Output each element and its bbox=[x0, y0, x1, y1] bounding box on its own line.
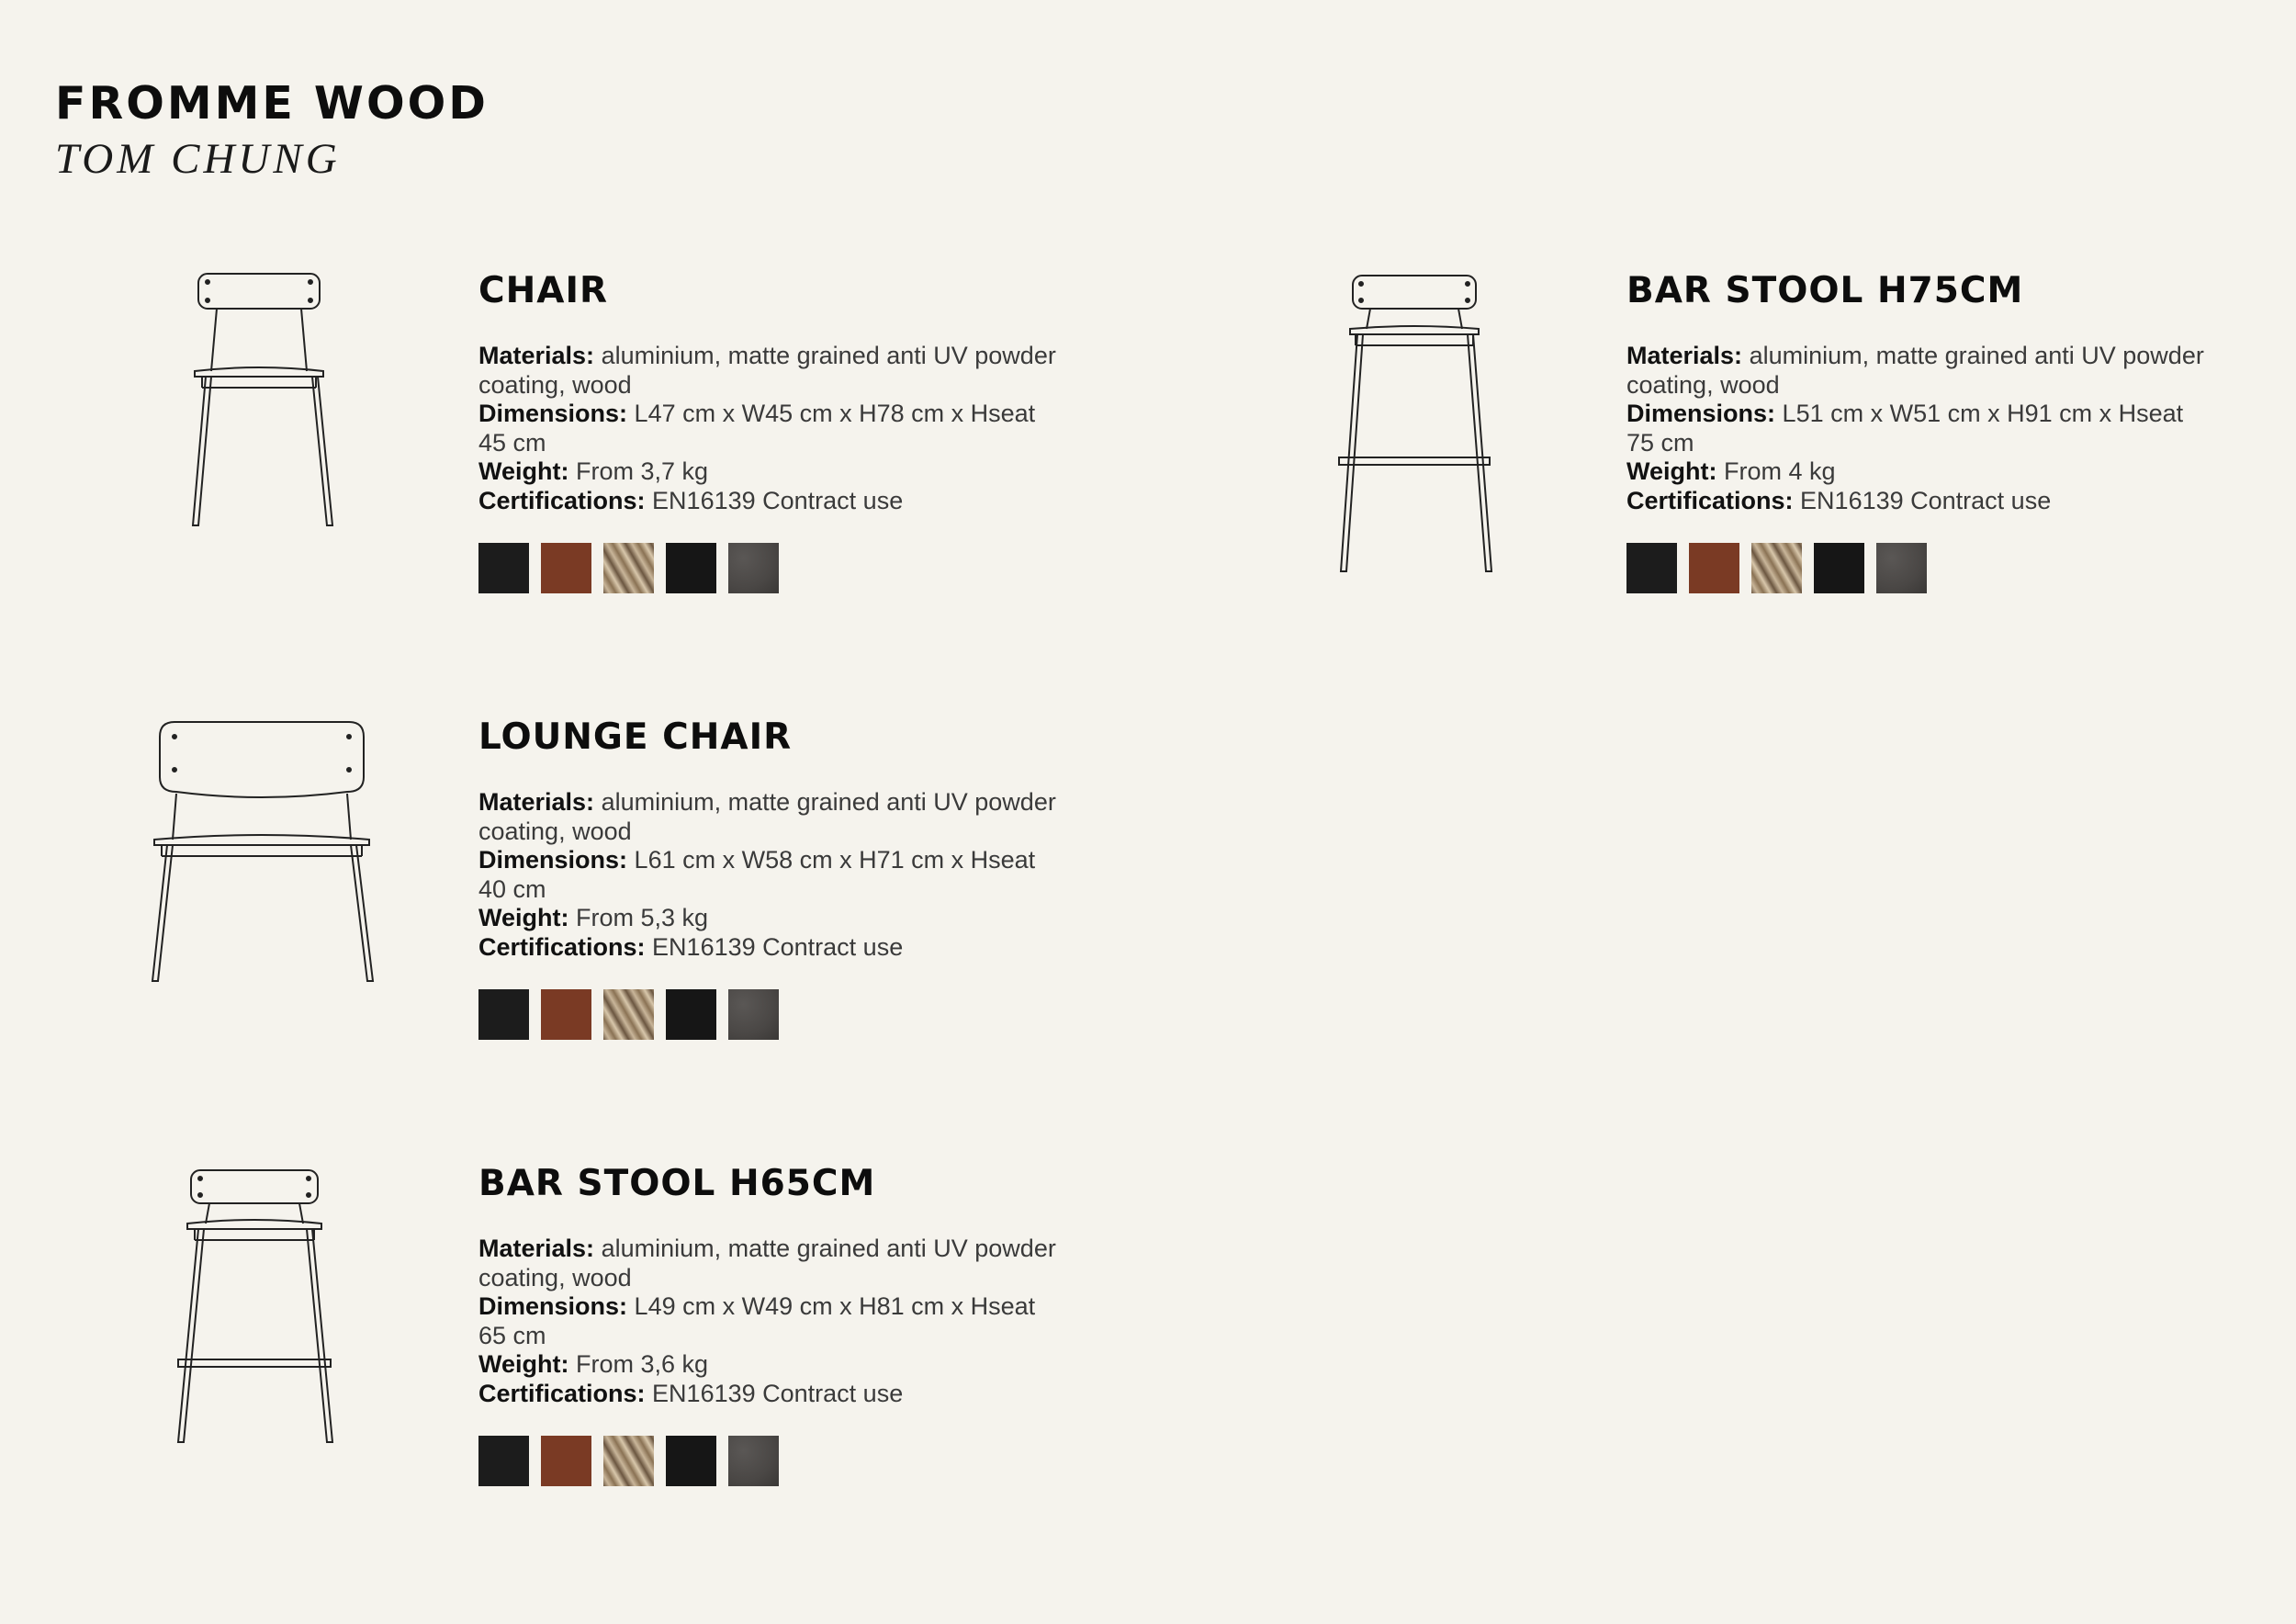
product-name: LOUNGE CHAIR bbox=[478, 716, 793, 758]
designer-name: TOM CHUNG bbox=[55, 135, 341, 183]
swatch-black-dark[interactable] bbox=[666, 989, 716, 1040]
finish-swatches bbox=[478, 989, 1066, 1040]
swatch-anthracite[interactable] bbox=[728, 543, 779, 593]
swatch-wood-grain[interactable] bbox=[603, 543, 654, 593]
swatch-wood-grain[interactable] bbox=[603, 989, 654, 1040]
product-name: BAR STOOL H65CM bbox=[478, 1163, 876, 1204]
swatch-anthracite[interactable] bbox=[728, 989, 779, 1040]
product-name: CHAIR bbox=[478, 270, 608, 311]
swatch-black-dark[interactable] bbox=[1814, 543, 1864, 593]
lounge-chair-illustration bbox=[147, 716, 377, 992]
swatch-wood-grain[interactable] bbox=[1751, 543, 1802, 593]
swatch-black-dark[interactable] bbox=[666, 543, 716, 593]
spec-certifications: Certifications: EN16139 Contract use bbox=[478, 932, 904, 961]
swatch-anthracite[interactable] bbox=[1876, 543, 1927, 593]
spec-dimensions: Dimensions: L51 cm x W51 cm x H91 cm x Hseat 75 cm bbox=[1626, 400, 2184, 457]
spec-weight: Weight: From 4 kg bbox=[1626, 457, 1836, 485]
spec-dimensions: Dimensions: L61 cm x W58 cm x H71 cm x Hseat 40 cm bbox=[478, 846, 1036, 903]
swatch-brick-brown[interactable] bbox=[541, 989, 591, 1040]
spec-dimensions: Dimensions: L49 cm x W49 cm x H81 cm x Hseat 65 cm bbox=[478, 1292, 1036, 1349]
bar-stool-h75-illustration bbox=[1330, 268, 1495, 581]
spec-certifications: Certifications: EN16139 Contract use bbox=[478, 486, 904, 514]
swatch-black[interactable] bbox=[1626, 543, 1677, 593]
swatch-brick-brown[interactable] bbox=[541, 1436, 591, 1486]
product-name: BAR STOOL H75CM bbox=[1626, 270, 2024, 311]
chair-illustration bbox=[184, 268, 349, 535]
spec-materials: Materials: aluminium, matte grained anti UV powder coating, wood bbox=[1626, 342, 2204, 399]
spec-weight: Weight: From 3,6 kg bbox=[478, 1350, 709, 1378]
swatch-brick-brown[interactable] bbox=[541, 543, 591, 593]
swatch-black[interactable] bbox=[478, 543, 529, 593]
finish-swatches bbox=[1626, 543, 2214, 593]
spec-weight: Weight: From 5,3 kg bbox=[478, 904, 709, 931]
swatch-black[interactable] bbox=[478, 989, 529, 1040]
swatch-anthracite[interactable] bbox=[728, 1436, 779, 1486]
spec-weight: Weight: From 3,7 kg bbox=[478, 457, 709, 485]
finish-swatches bbox=[478, 1436, 1066, 1486]
spec-certifications: Certifications: EN16139 Contract use bbox=[478, 1379, 904, 1407]
spec-materials: Materials: aluminium, matte grained anti UV powder coating, wood bbox=[478, 342, 1056, 399]
swatch-black[interactable] bbox=[478, 1436, 529, 1486]
spec-materials: Materials: aluminium, matte grained anti UV powder coating, wood bbox=[478, 1235, 1056, 1291]
brand-title: FROMME WOOD bbox=[55, 77, 489, 130]
spec-dimensions: Dimensions: L47 cm x W45 cm x H78 cm x Hseat 45 cm bbox=[478, 400, 1036, 457]
swatch-black-dark[interactable] bbox=[666, 1436, 716, 1486]
bar-stool-h65-illustration bbox=[167, 1163, 351, 1448]
swatch-wood-grain[interactable] bbox=[603, 1436, 654, 1486]
spec-certifications: Certifications: EN16139 Contract use bbox=[1626, 486, 2052, 514]
spec-materials: Materials: aluminium, matte grained anti UV powder coating, wood bbox=[478, 788, 1056, 845]
finish-swatches bbox=[478, 543, 1066, 593]
swatch-brick-brown[interactable] bbox=[1689, 543, 1739, 593]
